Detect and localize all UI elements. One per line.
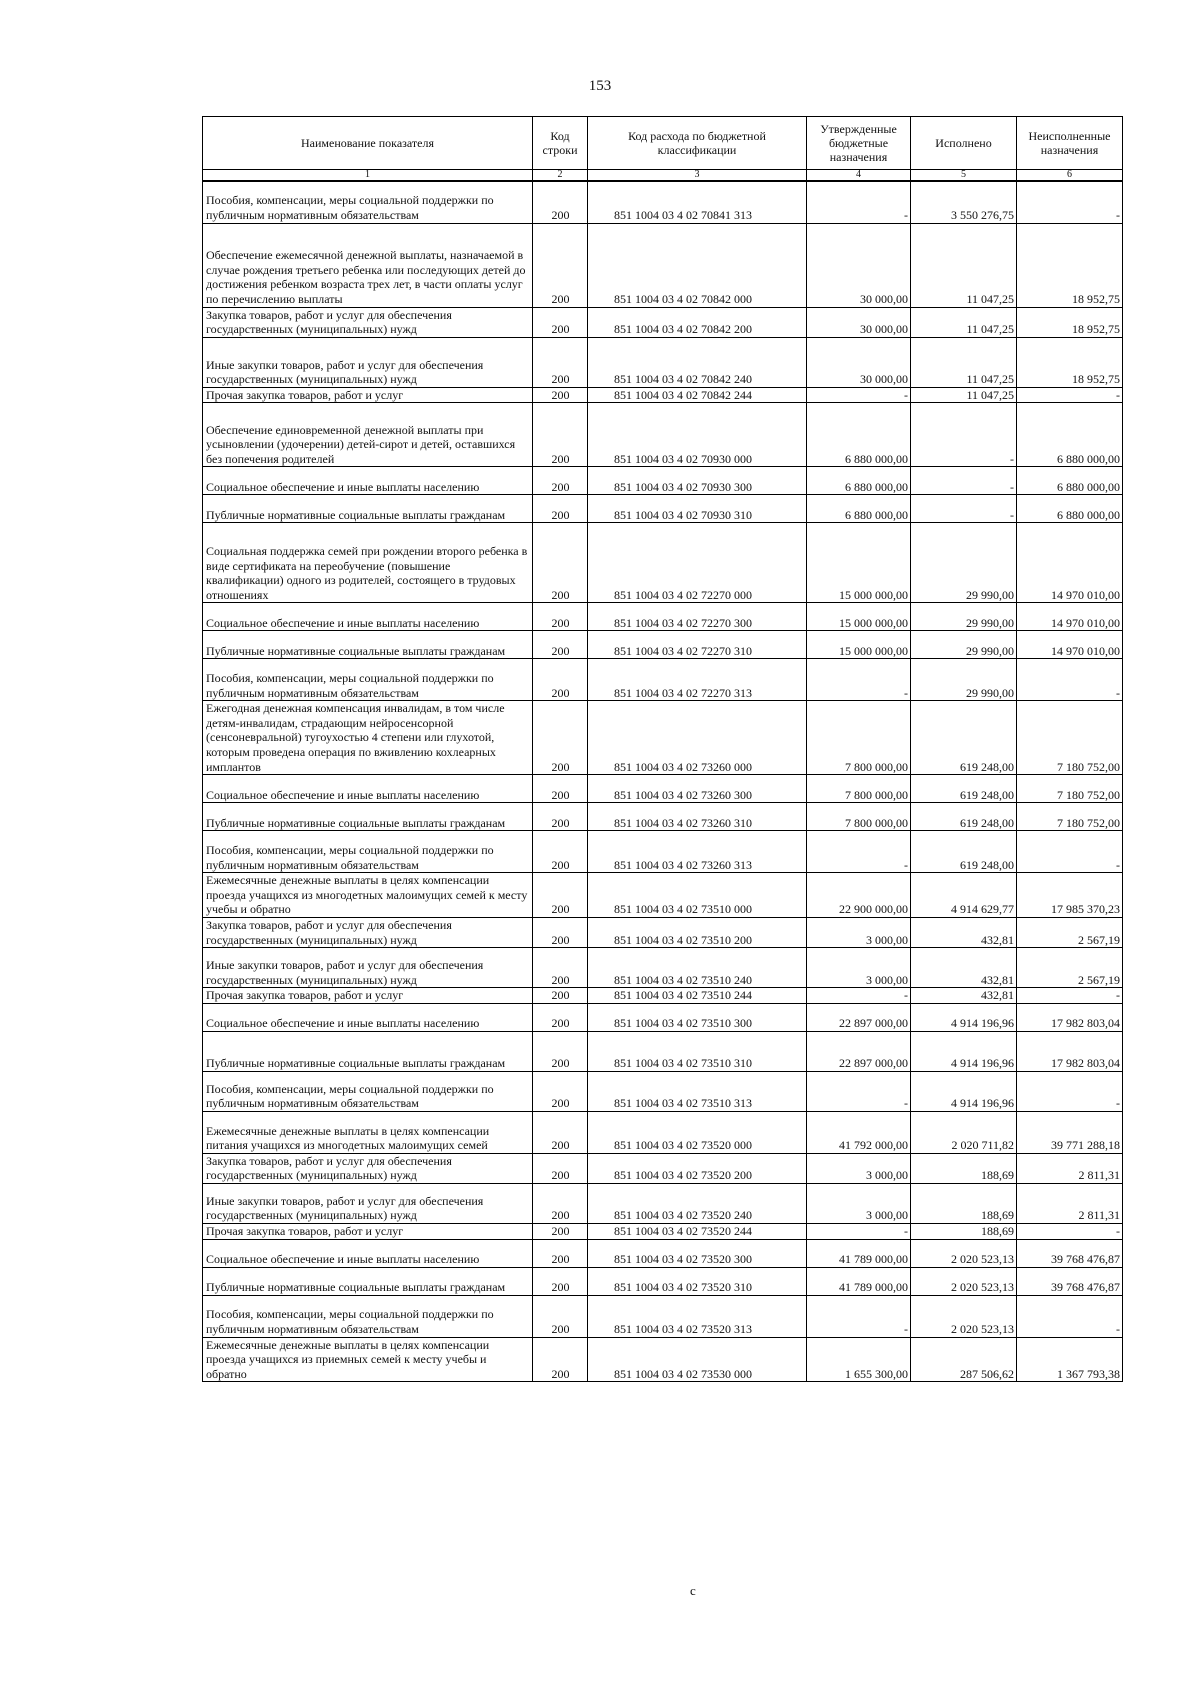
budget-code-cell: 851 1004 03 4 02 73510 310 [588,1031,807,1071]
line-code-cell: 200 [533,403,588,467]
budget-code-cell: 851 1004 03 4 02 70842 000 [588,223,807,307]
executed-amount-cell: 11 047,25 [911,223,1017,307]
line-code-cell: 200 [533,873,588,918]
table-row [203,659,1123,701]
line-code-cell: 200 [533,803,588,831]
budget-code-cell: 851 1004 03 4 02 70841 313 [588,181,807,223]
approved-amount-cell: 6 880 000,00 [807,403,911,467]
line-code-cell: 200 [533,631,588,659]
unexecuted-amount-cell: 39 768 476,87 [1017,1267,1123,1295]
unexecuted-amount-cell: 2 567,19 [1017,918,1123,948]
approved-amount-cell: 22 900 000,00 [807,873,911,918]
approved-amount-cell: 3 000,00 [807,1184,911,1224]
line-code-cell: 200 [533,988,588,1004]
executed-amount-cell: 619 248,00 [911,831,1017,873]
approved-amount-cell: 41 789 000,00 [807,1267,911,1295]
footer-mark: с [690,1583,696,1598]
approved-amount-cell: 7 800 000,00 [807,803,911,831]
line-code-cell: 200 [533,603,588,631]
table-row [203,1153,1123,1183]
indicator-name-cell: Публичные нормативные социальные выплаты гражданам [203,631,533,659]
indicator-name-cell: Социальное обеспечение и иные выплаты населению [203,775,533,803]
executed-amount-cell: 11 047,25 [911,337,1017,387]
unexecuted-amount-cell: 39 771 288,18 [1017,1111,1123,1153]
executed-amount-cell: 3 550 276,75 [911,181,1017,223]
executed-amount-cell: 432,81 [911,948,1017,988]
table-row [203,831,1123,873]
unexecuted-amount-cell: - [1017,1224,1123,1240]
budget-code-cell: 851 1004 03 4 02 73510 313 [588,1071,807,1111]
unexecuted-amount-cell: 7 180 752,00 [1017,701,1123,775]
executed-amount-cell: 619 248,00 [911,775,1017,803]
budget-code-cell: 851 1004 03 4 02 73510 244 [588,988,807,1004]
approved-amount-cell: - [807,181,911,223]
table-row [203,1003,1123,1031]
executed-amount-cell: 4 914 196,96 [911,1003,1017,1031]
line-code-cell: 200 [533,523,588,603]
table-row [203,988,1123,1004]
table-row [203,701,1123,775]
executed-amount-cell: 29 990,00 [911,659,1017,701]
indicator-name-cell: Социальное обеспечение и иные выплаты населению [203,603,533,631]
budget-code-cell: 851 1004 03 4 02 73260 000 [588,701,807,775]
executed-amount-cell: 29 990,00 [911,523,1017,603]
column-number: 2 [533,170,588,182]
executed-amount-cell: 188,69 [911,1184,1017,1224]
line-code-cell: 200 [533,495,588,523]
indicator-name-cell: Ежегодная денежная компенсация инвалидам, в том числе детям-инвалидам, страдающим нейросенсорной (сенсоневральной) тугоухостью 4 степени или глухотой, которым проведена операция по вживлению кохлеарных имплантов [203,701,533,775]
line-code-cell: 200 [533,1295,588,1337]
table-body [203,181,1123,1382]
budget-code-cell: 851 1004 03 4 02 73260 310 [588,803,807,831]
table-row [203,775,1123,803]
executed-amount-cell: 2 020 523,13 [911,1239,1017,1267]
approved-amount-cell: 6 880 000,00 [807,495,911,523]
table-row [203,873,1123,918]
table-row [203,1239,1123,1267]
executed-amount-cell: 287 506,62 [911,1337,1017,1382]
unexecuted-amount-cell: 14 970 010,00 [1017,603,1123,631]
unexecuted-amount-cell: 17 982 803,04 [1017,1003,1123,1031]
unexecuted-amount-cell: 18 952,75 [1017,337,1123,387]
approved-amount-cell: 22 897 000,00 [807,1031,911,1071]
budget-code-cell: 851 1004 03 4 02 73520 300 [588,1239,807,1267]
approved-amount-cell: 15 000 000,00 [807,523,911,603]
approved-amount-cell: 15 000 000,00 [807,631,911,659]
line-code-cell: 200 [533,948,588,988]
executed-amount-cell: 2 020 523,13 [911,1295,1017,1337]
executed-amount-cell: 29 990,00 [911,603,1017,631]
unexecuted-amount-cell: 18 952,75 [1017,307,1123,337]
unexecuted-amount-cell: 2 811,31 [1017,1153,1123,1183]
budget-code-cell: 851 1004 03 4 02 73520 244 [588,1224,807,1240]
executed-amount-cell: 2 020 711,82 [911,1111,1017,1153]
budget-code-cell: 851 1004 03 4 02 73520 313 [588,1295,807,1337]
unexecuted-amount-cell: 18 952,75 [1017,223,1123,307]
budget-code-cell: 851 1004 03 4 02 73260 313 [588,831,807,873]
indicator-name-cell: Обеспечение единовременной денежной выплаты при усыновлении (удочерении) детей-сирот и детей, оставшихся без попечения родителей [203,403,533,467]
indicator-name-cell: Ежемесячные денежные выплаты в целях компенсации проезда учащихся из приемных семей к месту учебы и обратно [203,1337,533,1382]
budget-code-cell: 851 1004 03 4 02 72270 310 [588,631,807,659]
executed-amount-cell: 188,69 [911,1153,1017,1183]
indicator-name-cell: Закупка товаров, работ и услуг для обеспечения государственных (муниципальных) нужд [203,1153,533,1183]
budget-code-cell: 851 1004 03 4 02 70930 310 [588,495,807,523]
budget-code-cell: 851 1004 03 4 02 70930 000 [588,403,807,467]
table-row [203,1267,1123,1295]
indicator-name-cell: Пособия, компенсации, меры социальной поддержки по публичным нормативным обязательствам [203,831,533,873]
table-row [203,948,1123,988]
line-code-cell: 200 [533,1239,588,1267]
line-code-cell: 200 [533,223,588,307]
budget-code-cell: 851 1004 03 4 02 73520 000 [588,1111,807,1153]
budget-code-cell: 851 1004 03 4 02 72270 313 [588,659,807,701]
indicator-name-cell: Публичные нормативные социальные выплаты гражданам [203,1031,533,1071]
line-code-cell: 200 [533,1031,588,1071]
indicator-name-cell: Пособия, компенсации, меры социальной поддержки по публичным нормативным обязательствам [203,1295,533,1337]
indicator-name-cell: Пособия, компенсации, меры социальной поддержки по публичным нормативным обязательствам [203,181,533,223]
line-code-cell: 200 [533,831,588,873]
budget-code-cell: 851 1004 03 4 02 70842 200 [588,307,807,337]
indicator-name-cell: Иные закупки товаров, работ и услуг для обеспечения государственных (муниципальных) нужд [203,1184,533,1224]
indicator-name-cell: Публичные нормативные социальные выплаты гражданам [203,1267,533,1295]
executed-amount-cell: 29 990,00 [911,631,1017,659]
unexecuted-amount-cell: 17 985 370,23 [1017,873,1123,918]
column-number: 5 [911,170,1017,182]
indicator-name-cell: Ежемесячные денежные выплаты в целях компенсации проезда учащихся из многодетных малоимущих семей к месту учебы и обратно [203,873,533,918]
column-number: 3 [588,170,807,182]
line-code-cell: 200 [533,1184,588,1224]
page-number: 153 [588,78,612,94]
approved-amount-cell: 7 800 000,00 [807,775,911,803]
budget-code-cell: 851 1004 03 4 02 73510 200 [588,918,807,948]
approved-amount-cell: 3 000,00 [807,1153,911,1183]
executed-amount-cell: 4 914 196,96 [911,1031,1017,1071]
unexecuted-amount-cell: 2 811,31 [1017,1184,1123,1224]
budget-code-cell: 851 1004 03 4 02 70930 300 [588,467,807,495]
budget-code-cell: 851 1004 03 4 02 73510 000 [588,873,807,918]
approved-amount-cell: 3 000,00 [807,918,911,948]
indicator-name-cell: Пособия, компенсации, меры социальной поддержки по публичным нормативным обязательствам [203,1071,533,1111]
table-row [203,523,1123,603]
budget-code-cell: 851 1004 03 4 02 73520 240 [588,1184,807,1224]
header-approved: Утвержденные бюджетные назначения [807,117,911,170]
approved-amount-cell: 1 655 300,00 [807,1337,911,1382]
approved-amount-cell: 41 792 000,00 [807,1111,911,1153]
unexecuted-amount-cell: 6 880 000,00 [1017,403,1123,467]
line-code-cell: 200 [533,1224,588,1240]
budget-code-cell: 851 1004 03 4 02 73520 310 [588,1267,807,1295]
indicator-name-cell: Прочая закупка товаров, работ и услуг [203,387,533,403]
line-code-cell: 200 [533,918,588,948]
table-row [203,337,1123,387]
unexecuted-amount-cell: - [1017,659,1123,701]
unexecuted-amount-cell: 39 768 476,87 [1017,1239,1123,1267]
line-code-cell: 200 [533,659,588,701]
table-row [203,181,1123,223]
approved-amount-cell: 3 000,00 [807,948,911,988]
line-code-cell: 200 [533,701,588,775]
budget-code-cell: 851 1004 03 4 02 73520 200 [588,1153,807,1183]
table-row [203,603,1123,631]
approved-amount-cell: - [807,659,911,701]
line-code-cell: 200 [533,1267,588,1295]
indicator-name-cell: Социальное обеспечение и иные выплаты населению [203,467,533,495]
approved-amount-cell: - [807,1224,911,1240]
approved-amount-cell: - [807,387,911,403]
indicator-name-cell: Обеспечение ежемесячной денежной выплаты, назначаемой в случае рождения третьего ребенка или последующих детей до достижения ребенком возраста трех лет, в части оплаты услуг по перечислению выплаты [203,223,533,307]
unexecuted-amount-cell: 1 367 793,38 [1017,1337,1123,1382]
unexecuted-amount-cell: - [1017,831,1123,873]
header-indicator-name: Наименование показателя [203,117,533,170]
column-number: 6 [1017,170,1123,182]
header-executed: Исполнено [911,117,1017,170]
table-row [203,631,1123,659]
executed-amount-cell: 619 248,00 [911,803,1017,831]
table-row [203,918,1123,948]
budget-code-cell: 851 1004 03 4 02 72270 000 [588,523,807,603]
unexecuted-amount-cell: 7 180 752,00 [1017,803,1123,831]
executed-amount-cell: 4 914 196,96 [911,1071,1017,1111]
table-row [203,1295,1123,1337]
approved-amount-cell: - [807,831,911,873]
indicator-name-cell: Иные закупки товаров, работ и услуг для обеспечения государственных (муниципальных) нужд [203,948,533,988]
budget-execution-table [202,116,1123,1382]
executed-amount-cell: 11 047,25 [911,307,1017,337]
unexecuted-amount-cell: 17 982 803,04 [1017,1031,1123,1071]
executed-amount-cell: - [911,403,1017,467]
line-code-cell: 200 [533,1111,588,1153]
executed-amount-cell: 11 047,25 [911,387,1017,403]
indicator-name-cell: Социальная поддержка семей при рождении второго ребенка в виде сертификата на переобучение (повышение квалификации) одного из родителей, состоящего в трудовых отношениях [203,523,533,603]
table-row [203,803,1123,831]
approved-amount-cell: 41 789 000,00 [807,1239,911,1267]
unexecuted-amount-cell: 14 970 010,00 [1017,631,1123,659]
approved-amount-cell: 30 000,00 [807,223,911,307]
line-code-cell: 200 [533,337,588,387]
table-row [203,1071,1123,1111]
budget-code-cell: 851 1004 03 4 02 72270 300 [588,603,807,631]
unexecuted-amount-cell: - [1017,988,1123,1004]
unexecuted-amount-cell: - [1017,1295,1123,1337]
approved-amount-cell: - [807,1071,911,1111]
indicator-name-cell: Прочая закупка товаров, работ и услуг [203,1224,533,1240]
column-number: 4 [807,170,911,182]
indicator-name-cell: Прочая закупка товаров, работ и услуг [203,988,533,1004]
approved-amount-cell: 6 880 000,00 [807,467,911,495]
budget-code-cell: 851 1004 03 4 02 73510 300 [588,1003,807,1031]
table-row [203,1111,1123,1153]
unexecuted-amount-cell: - [1017,181,1123,223]
indicator-name-cell: Публичные нормативные социальные выплаты гражданам [203,803,533,831]
indicator-name-cell: Публичные нормативные социальные выплаты гражданам [203,495,533,523]
approved-amount-cell: 30 000,00 [807,307,911,337]
approved-amount-cell: 7 800 000,00 [807,701,911,775]
unexecuted-amount-cell: - [1017,1071,1123,1111]
table-row [203,1184,1123,1224]
executed-amount-cell: 432,81 [911,988,1017,1004]
line-code-cell: 200 [533,467,588,495]
executed-amount-cell: - [911,467,1017,495]
budget-code-cell: 851 1004 03 4 02 73510 240 [588,948,807,988]
executed-amount-cell: 188,69 [911,1224,1017,1240]
column-number-row [203,170,1123,182]
indicator-name-cell: Пособия, компенсации, меры социальной поддержки по публичным нормативным обязательствам [203,659,533,701]
executed-amount-cell: 619 248,00 [911,701,1017,775]
executed-amount-cell: 432,81 [911,918,1017,948]
indicator-name-cell: Закупка товаров, работ и услуг для обеспечения государственных (муниципальных) нужд [203,307,533,337]
indicator-name-cell: Социальное обеспечение и иные выплаты населению [203,1239,533,1267]
table-row [203,467,1123,495]
table-row [203,495,1123,523]
executed-amount-cell: 2 020 523,13 [911,1267,1017,1295]
budget-code-cell: 851 1004 03 4 02 73260 300 [588,775,807,803]
header-line-code: Код строки [533,117,588,170]
line-code-cell: 200 [533,1071,588,1111]
table-row [203,387,1123,403]
line-code-cell: 200 [533,307,588,337]
table-row [203,403,1123,467]
column-number: 1 [203,170,533,182]
line-code-cell: 200 [533,775,588,803]
indicator-name-cell: Социальное обеспечение и иные выплаты населению [203,1003,533,1031]
line-code-cell: 200 [533,1153,588,1183]
line-code-cell: 200 [533,1003,588,1031]
unexecuted-amount-cell: 14 970 010,00 [1017,523,1123,603]
approved-amount-cell: 15 000 000,00 [807,603,911,631]
table-row [203,1337,1123,1382]
approved-amount-cell: - [807,1295,911,1337]
line-code-cell: 200 [533,1337,588,1382]
table-row [203,1031,1123,1071]
unexecuted-amount-cell: 7 180 752,00 [1017,775,1123,803]
unexecuted-amount-cell: 6 880 000,00 [1017,467,1123,495]
header-unexecuted: Неисполненные назначения [1017,117,1123,170]
unexecuted-amount-cell: 6 880 000,00 [1017,495,1123,523]
unexecuted-amount-cell: 2 567,19 [1017,948,1123,988]
line-code-cell: 200 [533,181,588,223]
budget-code-cell: 851 1004 03 4 02 70842 240 [588,337,807,387]
approved-amount-cell: 30 000,00 [807,337,911,387]
indicator-name-cell: Иные закупки товаров, работ и услуг для обеспечения государственных (муниципальных) нужд [203,337,533,387]
executed-amount-cell: - [911,495,1017,523]
budget-code-cell: 851 1004 03 4 02 70842 244 [588,387,807,403]
executed-amount-cell: 4 914 629,77 [911,873,1017,918]
approved-amount-cell: - [807,988,911,1004]
budget-code-cell: 851 1004 03 4 02 73530 000 [588,1337,807,1382]
indicator-name-cell: Ежемесячные денежные выплаты в целях компенсации питания учащихся из многодетных малоимущих семей [203,1111,533,1153]
unexecuted-amount-cell: - [1017,387,1123,403]
table-row [203,307,1123,337]
table-row [203,223,1123,307]
table-header-row [203,117,1123,170]
header-budget-code: Код расхода по бюджетной классификации [588,117,807,170]
indicator-name-cell: Закупка товаров, работ и услуг для обеспечения государственных (муниципальных) нужд [203,918,533,948]
table-row [203,1224,1123,1240]
line-code-cell: 200 [533,387,588,403]
approved-amount-cell: 22 897 000,00 [807,1003,911,1031]
